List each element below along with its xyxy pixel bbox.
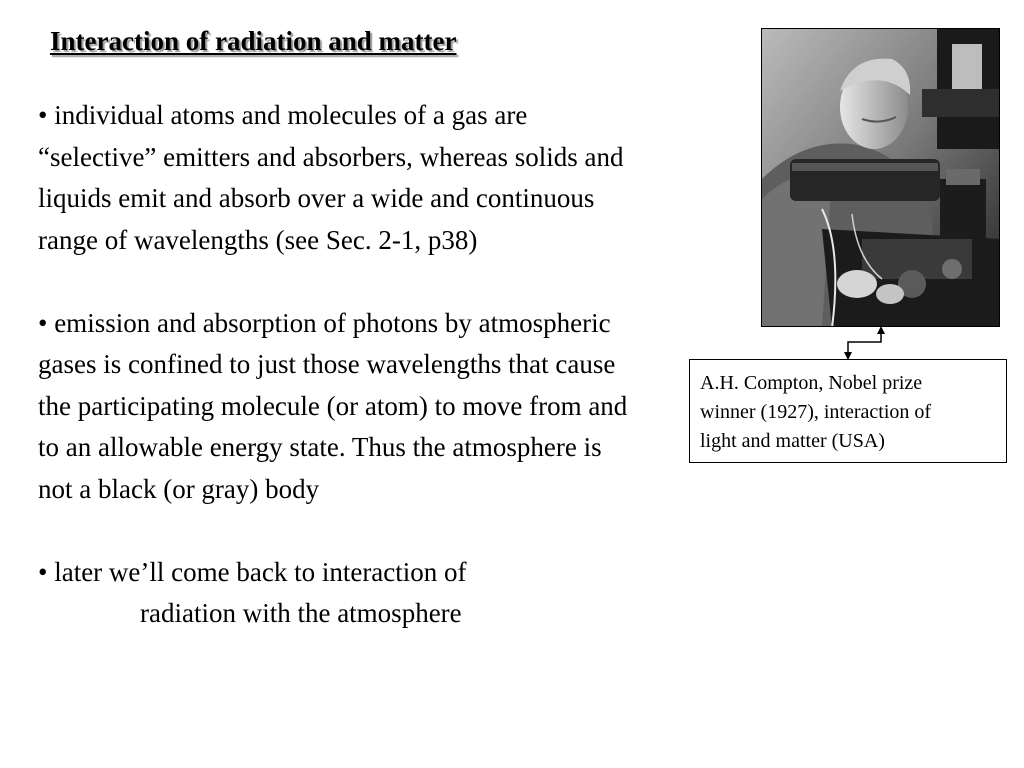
bullet-text: later we’ll come back to interaction of [54, 556, 467, 587]
slide-title: Interaction of radiation and matter [50, 26, 457, 56]
bullet-item [38, 95, 638, 261]
bullet-marker: • [38, 556, 48, 587]
bullet-item [38, 552, 638, 635]
bullet-list [38, 95, 638, 635]
compton-photo [761, 28, 1000, 327]
caption-connector-arrows [840, 326, 890, 360]
bullet-continuation: radiation with the atmosphere [140, 598, 462, 628]
bullet-text: emission and absorption of photons by atmospheric gases is confined to just those wavelengths that cause the participating molecule (or atom) to move from and to an allowable energy state. Thus the atmosphere is not a black (or gray) body [38, 307, 628, 504]
photo-caption-box [689, 359, 1007, 463]
bullet-marker: • [38, 307, 48, 338]
bullet-marker: • [38, 100, 48, 130]
portrait-photo-icon [762, 29, 1000, 327]
bullet-text: individual atoms and molecules of a gas are “selective” emitters and absorbers, whereas solids and liquids emit and absorb over a wide and continuous range of wavelengths (see Sec. 2-1, p38) [38, 100, 624, 255]
caption-line: A.H. Compton, Nobel prize [700, 372, 923, 394]
bullet-item [38, 303, 638, 511]
caption-line: light and matter (USA) [700, 430, 885, 452]
caption-line: winner (1927), interaction of [700, 401, 932, 423]
